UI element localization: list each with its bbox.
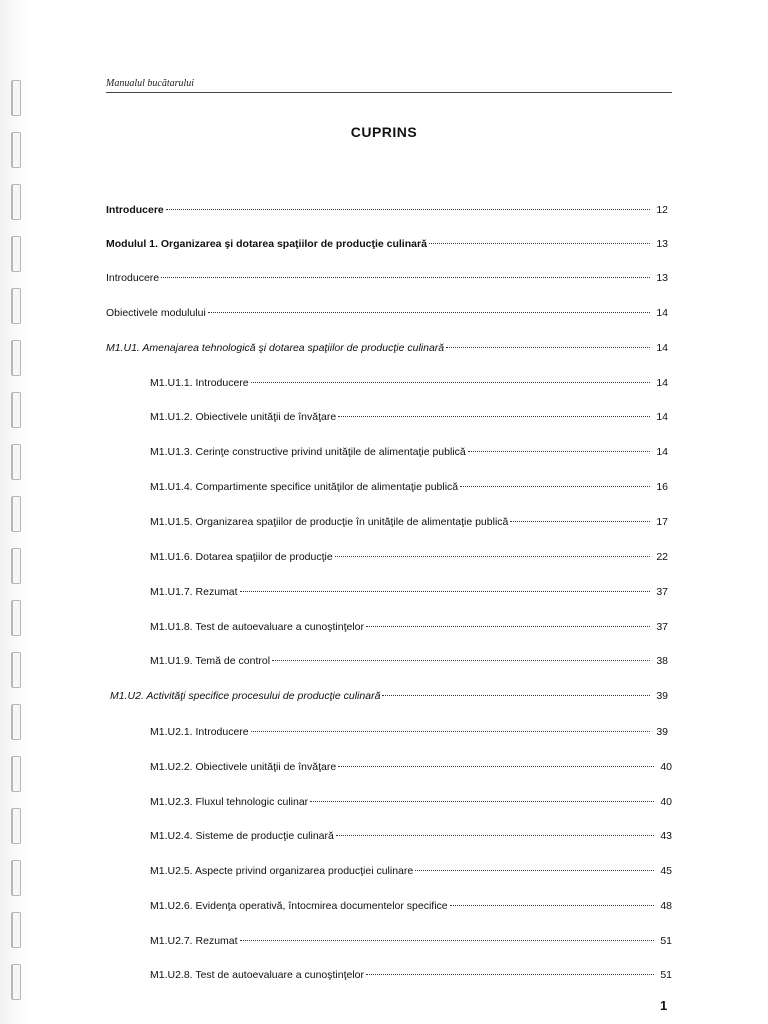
toc-entry[interactable] [150,968,672,982]
dot-leader [208,312,650,313]
toc-entry-page: 14 [656,446,668,458]
toc-entry-label: M1.U2.5. Aspecte privind organizarea producţiei culinare [150,865,414,877]
dot-leader [415,870,654,871]
dot-leader [510,521,650,522]
dot-leader [240,940,654,941]
toc-entry[interactable] [150,550,668,564]
toc-entry[interactable] [106,271,668,285]
dot-leader [336,835,654,836]
toc-entry[interactable] [150,760,672,774]
toc-entry[interactable] [150,585,668,599]
toc-entry-label: Introducere [106,204,164,216]
dot-leader [335,556,650,557]
toc-entry-page: 43 [660,830,672,842]
toc-entry[interactable] [150,795,672,809]
toc-entry-label: M1.U1.6. Dotarea spaţiilor de producţie [150,551,333,563]
toc-entry-label: Obiectivele modulului [106,307,206,319]
toc-entry-page: 12 [656,204,668,216]
dot-leader [338,766,654,767]
toc-entry-label: M1.U2.8. Test de autoevaluare a cunoştinţelor [150,969,365,981]
toc-entry-label: M1.U2.2. Obiectivele unităţii de învăţare [150,761,337,773]
toc-entry[interactable] [106,237,668,251]
dot-leader [310,801,654,802]
toc-entry-page: 38 [656,655,668,667]
toc-entry-label: M1.U2.3. Fluxul tehnologic culinar [150,796,309,808]
toc-entry-label: M1.U2.7. Rezumat [150,935,238,947]
toc-entry-label: M1.U1.5. Organizarea spaţiilor de producţie în unităţile de alimentaţie publică [150,516,509,528]
toc-entry[interactable] [150,934,672,948]
toc-entry[interactable] [106,203,668,217]
toc-entry-page: 40 [660,796,672,808]
toc-entry[interactable] [150,376,668,390]
toc-entry-label: M1.U2. Activităţi specifice procesului de producţie culinară [110,690,381,702]
toc-entry[interactable] [110,689,668,703]
dot-leader [240,591,650,592]
dot-leader [450,905,654,906]
toc-entry[interactable] [150,899,672,913]
toc-entry-page: 13 [656,238,668,250]
toc-entry-label: M1.U2.4. Sisteme de producţie culinară [150,830,334,842]
dot-leader [166,209,650,210]
toc-entry[interactable] [150,864,672,878]
book-title: Manualul bucătarului [106,78,195,89]
toc-entry-label: M1.U1.3. Cerinţe constructive privind unităţile de alimentaţie publică [150,446,466,458]
toc-entry[interactable] [150,410,668,424]
dot-leader [251,731,650,732]
toc-entry-page: 14 [656,377,668,389]
toc-entry[interactable] [106,306,668,320]
toc-entry[interactable] [106,341,668,355]
dot-leader [366,974,654,975]
toc-entry[interactable] [150,445,668,459]
dot-leader [468,451,650,452]
toc-entry-page: 51 [660,935,672,947]
toc-entry[interactable] [150,620,668,634]
toc-entry-page: 37 [656,586,668,598]
toc-entry-page: 39 [656,690,668,702]
dot-leader [161,277,650,278]
toc-entry-page: 13 [656,272,668,284]
toc-entry-label: M1.U1.9. Temă de control [150,655,271,667]
page-title: CUPRINS [350,124,418,140]
toc-entry-label: Introducere [106,272,160,284]
toc-entry[interactable] [150,829,672,843]
toc-entry-page: 14 [656,342,668,354]
dot-leader [338,416,650,417]
toc-entry-page: 51 [660,969,672,981]
dot-leader [446,347,650,348]
toc-entry-page: 14 [656,307,668,319]
toc-entry-label: M1.U1.2. Obiectivele unităţii de învăţare [150,411,337,423]
toc-entry-label: M1.U2.6. Evidenţa operativă, întocmirea documentelor specifice [150,900,448,912]
toc-entry-page: 37 [656,621,668,633]
toc-entry[interactable] [150,515,668,529]
toc-entry-label: M1.U2.1. Introducere [150,726,249,738]
dot-leader [366,626,650,627]
toc-entry-label: M1.U1. Amenajarea tehnologică şi dotarea spaţiilor de producţie culinară [106,342,445,354]
toc-entry-page: 48 [660,900,672,912]
toc-entry-label: Modulul 1. Organizarea şi dotarea spaţiilor de producţie culinară [106,238,427,250]
toc-entry-label: M1.U1.1. Introducere [150,377,249,389]
dot-leader [272,660,650,661]
toc-entry-label: M1.U1.7. Rezumat [150,586,238,598]
toc-entry-page: 45 [660,865,672,877]
toc-entry-page: 14 [656,411,668,423]
toc-entry[interactable] [150,480,668,494]
toc-entry[interactable] [150,725,668,739]
toc-entry-page: 17 [656,516,668,528]
toc-entry-label: M1.U1.8. Test de autoevaluare a cunoştinţelor [150,621,365,633]
toc-entry-page: 16 [656,481,668,493]
toc-entry[interactable] [150,654,668,668]
dot-leader [382,695,650,696]
toc-entry-page: 39 [656,726,668,738]
toc-entry-page: 22 [656,551,668,563]
dot-leader [251,382,650,383]
toc-entry-page: 40 [660,761,672,773]
toc-entry-label: M1.U1.4. Compartimente specifice unităţilor de alimentaţie publică [150,481,459,493]
page-number: 1 [660,998,668,1013]
dot-leader [460,486,650,487]
dot-leader [429,243,650,244]
